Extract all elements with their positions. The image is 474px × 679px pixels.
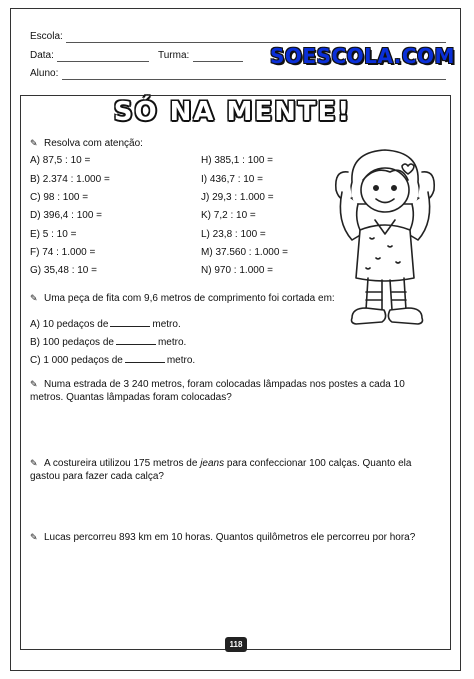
pencil-icon: ✎ xyxy=(30,532,38,542)
ribbon-option-c xyxy=(30,354,195,366)
pencil-icon: ✎ xyxy=(30,138,38,148)
question-estrada xyxy=(30,378,440,404)
op-c: C) 98 : 100 = xyxy=(30,192,89,203)
brand-logo: SOESCOLA.COM xyxy=(270,44,455,68)
question-lucas-text: Lucas percorreu 893 km em 10 horas. Quantos quilômetros ele percorreu por hora? xyxy=(44,532,416,543)
question-costureira xyxy=(30,457,440,483)
ribbon-c-unit: metro. xyxy=(166,355,196,366)
ribbon-c-text: C) 1 000 pedaços de xyxy=(30,355,123,366)
question-lucas xyxy=(30,531,440,544)
answer-blank-b[interactable] xyxy=(116,336,156,345)
question-estrada-text: Numa estrada de 3 240 metros, foram colocadas lâmpadas nos postes a cada 10 metros. Quantas lâmpadas foram colocadas? xyxy=(30,379,405,403)
question-costureira-text-2: para confeccionar 100 calças. Quanto ela gastou para fazer cada calça? xyxy=(30,458,412,482)
ribbon-b-text: B) 100 pedaços de xyxy=(30,337,114,348)
pencil-icon: ✎ xyxy=(30,458,38,468)
op-m: M) 37.560 : 1.000 = xyxy=(201,247,289,258)
ribbon-option-b xyxy=(30,336,186,348)
turma-label: Turma: xyxy=(158,50,190,61)
data-line[interactable] xyxy=(57,61,149,62)
op-i: I) 436,7 : 10 = xyxy=(201,174,263,185)
op-g: G) 35,48 : 10 = xyxy=(30,265,97,276)
turma-line[interactable] xyxy=(193,61,243,62)
ribbon-a-unit: metro. xyxy=(152,319,181,330)
op-h: H) 385,1 : 100 = xyxy=(201,155,273,166)
page-title: SÓ NA MENTE! xyxy=(113,97,352,127)
ribbon-option-a xyxy=(30,318,181,330)
op-a: A) 87,5 : 10 = xyxy=(30,155,91,166)
question-costureira-italic: jeans xyxy=(200,458,225,469)
op-j: J) 29,3 : 1.000 = xyxy=(201,192,274,203)
op-n: N) 970 : 1.000 = xyxy=(201,265,273,276)
girl-illustration xyxy=(330,142,440,334)
answer-blank-a[interactable] xyxy=(110,318,150,327)
pencil-icon: ✎ xyxy=(30,293,38,303)
op-f: F) 74 : 1.000 = xyxy=(30,247,96,258)
aluno-line[interactable] xyxy=(62,79,446,80)
answer-blank-c[interactable] xyxy=(125,354,165,363)
data-label: Data: xyxy=(30,50,54,61)
ribbon-question-text: Uma peça de fita com 9,6 metros de comprimento foi cortada em: xyxy=(44,293,335,304)
page-number: 118 xyxy=(225,637,247,652)
op-d: D) 396,4 : 100 = xyxy=(30,210,102,221)
pencil-icon: ✎ xyxy=(30,379,38,389)
op-k: K) 7,2 : 10 = xyxy=(201,210,256,221)
aluno-label: Aluno: xyxy=(30,68,59,79)
instruction xyxy=(30,138,143,149)
op-l: L) 23,8 : 100 = xyxy=(201,229,266,240)
question-costureira-text-1: A costureira utilizou 175 metros de xyxy=(44,458,201,469)
op-e: E) 5 : 10 = xyxy=(30,229,77,240)
instruction-text: Resolva com atenção: xyxy=(44,138,143,149)
escola-line[interactable] xyxy=(66,42,446,43)
ribbon-b-unit: metro. xyxy=(157,337,187,348)
ribbon-question xyxy=(30,293,335,304)
op-b: B) 2.374 : 1.000 = xyxy=(30,174,110,185)
escola-label: Escola: xyxy=(30,31,63,42)
ribbon-a-text: A) 10 pedaços de xyxy=(30,319,109,330)
